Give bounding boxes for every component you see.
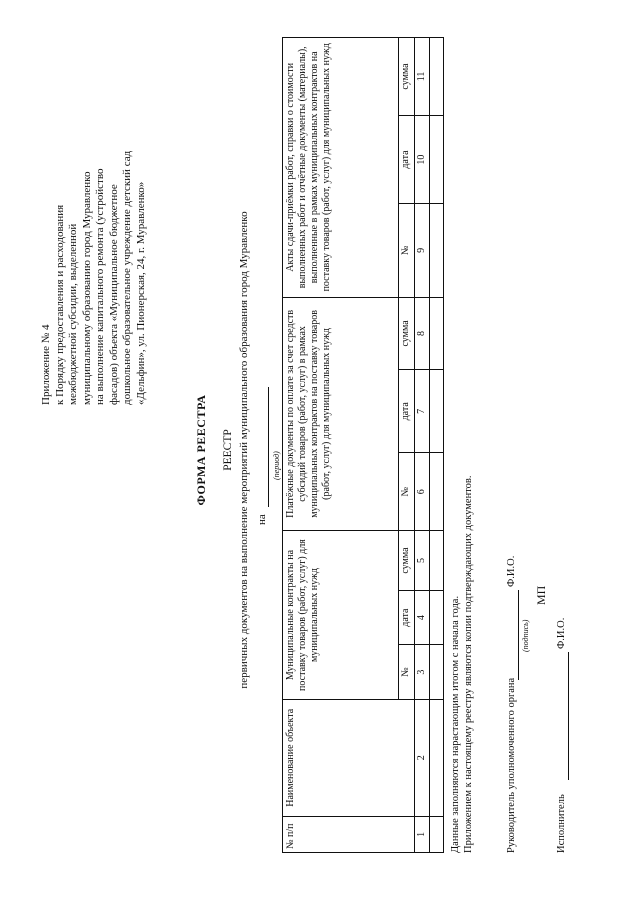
table-header-row: [283, 38, 399, 853]
appendix-line: «Дельфин», ул. Пионерская, 24, г. Муравленко»: [134, 181, 147, 405]
column-number: 1: [415, 816, 430, 852]
table-cell: [430, 115, 444, 203]
head-fio-label: Ф.И.О.: [506, 555, 517, 587]
subheader-sum: сумма: [399, 297, 415, 370]
appendix-line: дошкольное образовательное учреждение детский сад: [121, 150, 133, 405]
subheader-number: №: [399, 645, 415, 700]
column-number: 2: [415, 699, 430, 816]
appendix-block: [40, 25, 148, 405]
column-number-row: [415, 38, 430, 853]
column-number: 7: [415, 370, 430, 453]
signature-note: (подпись): [521, 619, 530, 652]
stamp-place: МП: [534, 585, 548, 605]
column-number: 11: [415, 38, 430, 116]
column-number: 9: [415, 204, 430, 297]
subheader-sum: сумма: [399, 38, 415, 116]
appendix-line: Приложение № 4: [40, 324, 52, 405]
subheader-date: дата: [399, 370, 415, 453]
head-signature-label: Руководитель уполномоченного органа: [506, 677, 517, 853]
table-cell: [430, 699, 444, 816]
header-num: № п/п: [283, 816, 415, 852]
subheader-date: дата: [399, 115, 415, 203]
header-payments: Платёжные документы по оплате за счет средств субсидий товаров (работ, услуг) в рамках муниципальных контрактов на поставку товаров (работ, услуг) для муниципальных нужд: [283, 297, 399, 531]
table-cell: [430, 590, 444, 645]
table-cell: [430, 204, 444, 297]
registry-title: РЕЕСТР: [222, 429, 234, 471]
registry-table: [282, 37, 444, 853]
executor-fio-label: Ф.И.О.: [556, 617, 567, 649]
subheader-date: дата: [399, 590, 415, 645]
appendix-line: к Порядку предоставления и расходования: [53, 204, 66, 405]
period-blank-line: [268, 387, 269, 507]
header-acts: Акты сдачи-приёмки работ, справки о стоимости выполненных работ и отчётные документы (материалы), выполненные в рамках муниципальных контрактов на поставку товаров (работ, услуг) для муниципальных нужд: [283, 38, 399, 298]
executor-signature-line: [568, 652, 569, 780]
appendix-line: на выполнение капитального ремонта (устройство: [94, 168, 106, 405]
table-cell: [430, 370, 444, 453]
table-cell: [430, 38, 444, 116]
table-cell: [430, 453, 444, 531]
period-note: (период): [272, 451, 281, 480]
subheader-number: №: [399, 453, 415, 531]
header-object: Наименование объекта: [283, 699, 415, 816]
column-number: 8: [415, 297, 430, 370]
executor-label: Исполнитель: [556, 794, 567, 853]
column-number: 5: [415, 531, 430, 591]
note-cumulative: Данные заполняются нарастающим итогом с начала года.: [450, 595, 461, 853]
registry-subtitle: первичных документов на выполнение мероприятий муниципального образования город Муравленко: [238, 211, 250, 689]
subheader-number: №: [399, 204, 415, 297]
table-cell: [430, 816, 444, 852]
appendix-line: муниципальному образованию город Муравленко: [80, 171, 93, 405]
form-title: ФОРМА РЕЕСТРА: [194, 394, 208, 506]
column-number: 4: [415, 590, 430, 645]
column-number: 10: [415, 115, 430, 203]
head-signature-line: [518, 590, 519, 680]
note-attachments: Приложением к настоящему реестру являются копии подтверждающих документов.: [463, 475, 474, 853]
table-cell: [430, 531, 444, 591]
header-contracts: Муниципальные контракты на поставку товаров (работ, услуг) для муниципальных нужд: [283, 531, 399, 700]
table-cell: [430, 297, 444, 370]
period-prefix: на: [256, 514, 268, 525]
column-number: 6: [415, 453, 430, 531]
column-number: 3: [415, 645, 430, 700]
appendix-line: межбюджетной субсидии, выделенной: [67, 223, 79, 405]
table-empty-row: [430, 38, 444, 853]
appendix-line: фасадов) объекта «Муниципальное бюджетное: [107, 184, 120, 405]
table-cell: [430, 645, 444, 700]
subheader-sum: сумма: [399, 531, 415, 591]
